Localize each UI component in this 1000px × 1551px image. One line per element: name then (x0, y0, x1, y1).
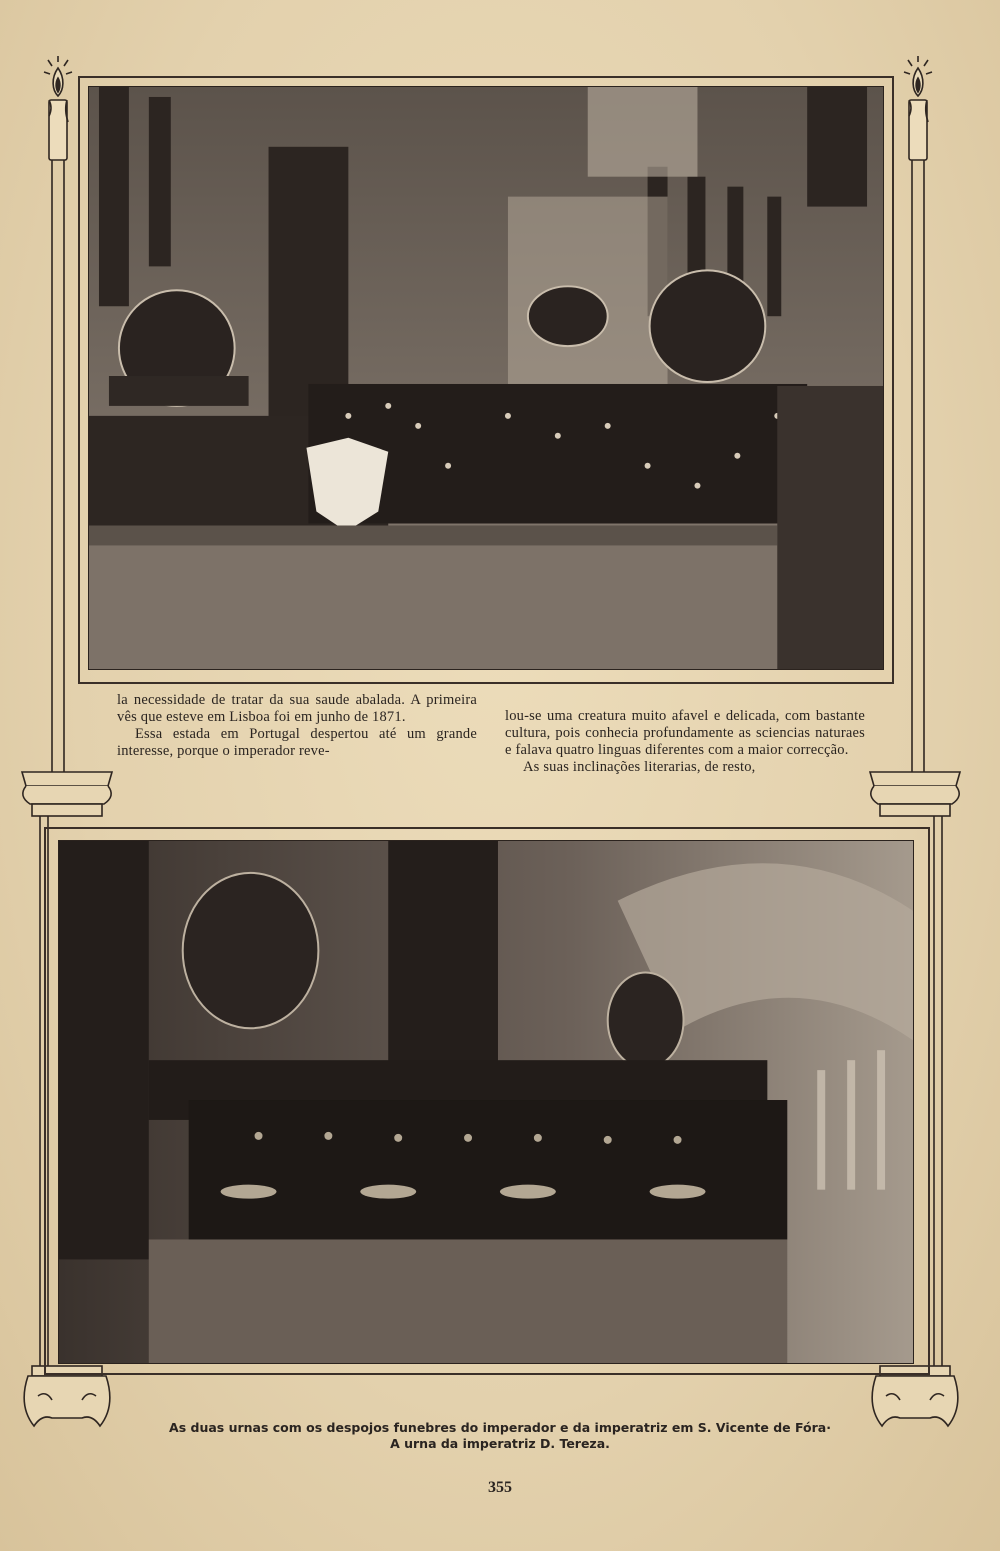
article-column-right (505, 708, 865, 776)
photo-urns-with-crowns (88, 86, 884, 670)
article-paragraph: lou-se uma creatura muito afavel e delicada, com bastante cultura, pois conhecia profundamente as sciencias naturaes e falava quatro linguas diferentes com a maior correcção. (505, 708, 865, 758)
article-paragraph: la necessidade de tratar da sua saude abalada. A primeira vês que esteve em Lisboa foi em junho de 1871. (117, 692, 477, 725)
photo-caption (110, 1420, 890, 1452)
left-candle-ornament (38, 56, 78, 846)
article-column-left (117, 692, 477, 760)
page-number: 355 (488, 1479, 512, 1496)
article-paragraph: As suas inclinações literarias, de resto, (523, 759, 756, 775)
right-candle-ornament (898, 56, 938, 846)
caption-line: A urna da imperatriz D. Tereza. (390, 1436, 610, 1451)
photo-empress-urn (58, 840, 914, 1364)
article-paragraph: Essa estada em Portugal despertou até um grande interesse, porque o imperador reve- (117, 726, 477, 759)
caption-line: As duas urnas com os despojos funebres do imperador e da imperatriz em S. Vicente de Fóra· (169, 1420, 831, 1435)
